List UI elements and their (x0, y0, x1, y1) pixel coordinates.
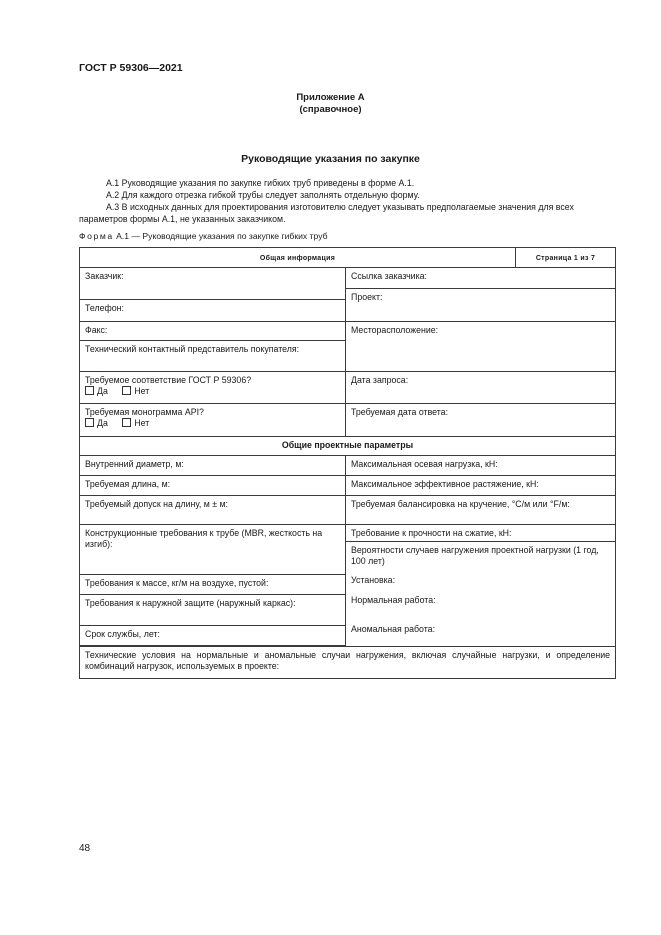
general-info-header: Общая информация (80, 248, 516, 268)
yes-label: Да (97, 418, 108, 428)
answer-date-field[interactable]: Требуемая дата ответа: (346, 404, 616, 437)
checkbox-icon (85, 418, 94, 427)
length-tolerance-field[interactable]: Требуемый допуск на длину, м ± м: (80, 496, 346, 525)
compression-field[interactable]: Требование к прочности на сжатие, кН: (346, 525, 616, 542)
form-caption-prefix: Форма (79, 231, 114, 241)
annex-title: Приложение А (296, 92, 365, 103)
section-title: Руководящие указания по закупке (241, 153, 420, 165)
design-params-header: Общие проектные параметры (80, 437, 616, 456)
form-caption (79, 231, 328, 241)
installation-label[interactable]: Установка: (351, 575, 396, 585)
load-probability-label: Вероятности случаев нагружения проектной нагрузки (1 год, 100 лет) (351, 545, 599, 566)
request-date-field[interactable]: Дата запроса: (346, 372, 616, 404)
paragraph-a3: А.3 В исходных данных для проектирования изготовителю следует указывать предполагаемые значения для всех параметров формы А.1, не указанных заказчиком. (79, 202, 574, 224)
gost-compliance-field (80, 372, 346, 404)
torsion-balance-field[interactable]: Требуемая балансировка на кручение, °С/м или °F/м: (346, 496, 616, 525)
gost-no-option[interactable] (122, 386, 149, 396)
api-monogram-field (80, 404, 346, 437)
paragraph-a1: А.1 Руководящие указания по закупке гибких труб приведены в форме А.1. (106, 178, 415, 188)
design-req-field[interactable]: Конструкционные требования к трубе (MBR, жесткость на изгиб): (80, 525, 346, 575)
customer-field[interactable]: Заказчик: (80, 268, 346, 300)
phone-field[interactable]: Телефон: (80, 300, 346, 322)
load-probability-field (346, 542, 616, 647)
max-eff-tension-field[interactable]: Максимальное эффективное растяжение, кН: (346, 476, 616, 496)
checkbox-icon (85, 386, 94, 395)
yes-label: Да (97, 386, 108, 396)
gost-yes-option[interactable] (85, 386, 108, 396)
checkbox-icon (122, 386, 131, 395)
annex-subtitle: (справочное) (299, 104, 362, 115)
gost-compliance-label: Требуемое соответствие ГОСТ Р 59306? (85, 375, 252, 385)
abnormal-op-label[interactable]: Аномальная работа: (351, 624, 436, 634)
no-label: Нет (134, 418, 150, 428)
no-label: Нет (134, 386, 150, 396)
standard-designation: ГОСТ Р 59306—2021 (79, 62, 183, 74)
checkbox-icon (122, 418, 131, 427)
normal-op-label[interactable]: Нормальная работа: (351, 595, 436, 605)
inner-diameter-field[interactable]: Внутренний диаметр, м: (80, 456, 346, 476)
page-number: 48 (79, 843, 91, 854)
paragraph-a2: А.2 Для каждого отрезка гибкой трубы следует заполнять отдельную форму. (106, 190, 420, 200)
api-no-option[interactable] (122, 418, 149, 428)
customer-ref-field[interactable]: Ссылка заказчика: (346, 268, 616, 289)
service-life-field[interactable]: Срок службы, лет: (80, 626, 346, 646)
max-axial-load-field[interactable]: Максимальная осевая нагрузка, кН: (346, 456, 616, 476)
project-field[interactable]: Проект: (346, 289, 616, 322)
procurement-form (79, 247, 616, 679)
form-caption-text: А.1 — Руководящие указания по закупке гибких труб (113, 231, 328, 241)
api-monogram-label: Требуемая монограмма API? (85, 407, 204, 417)
fax-field[interactable]: Факс: (80, 322, 346, 341)
tech-conditions-field[interactable]: Технические условия на нормальные и аномальные случаи нагружения, включая случайные нагрузки, и определение комбинаций нагрузок, используемых в проекте: (80, 647, 616, 679)
page-indicator: Страница 1 из 7 (516, 248, 616, 268)
req-length-field[interactable]: Требуемая длина, м: (80, 476, 346, 496)
mass-req-field[interactable]: Требования к массе, кг/м на воздухе, пустой: (80, 575, 346, 595)
api-yes-option[interactable] (85, 418, 108, 428)
outer-protection-field[interactable]: Требования к наружной защите (наружный каркас): (80, 595, 346, 626)
tech-contact-field[interactable]: Технический контактный представитель покупателя: (80, 341, 346, 372)
location-field[interactable]: Месторасположение: (346, 322, 616, 372)
